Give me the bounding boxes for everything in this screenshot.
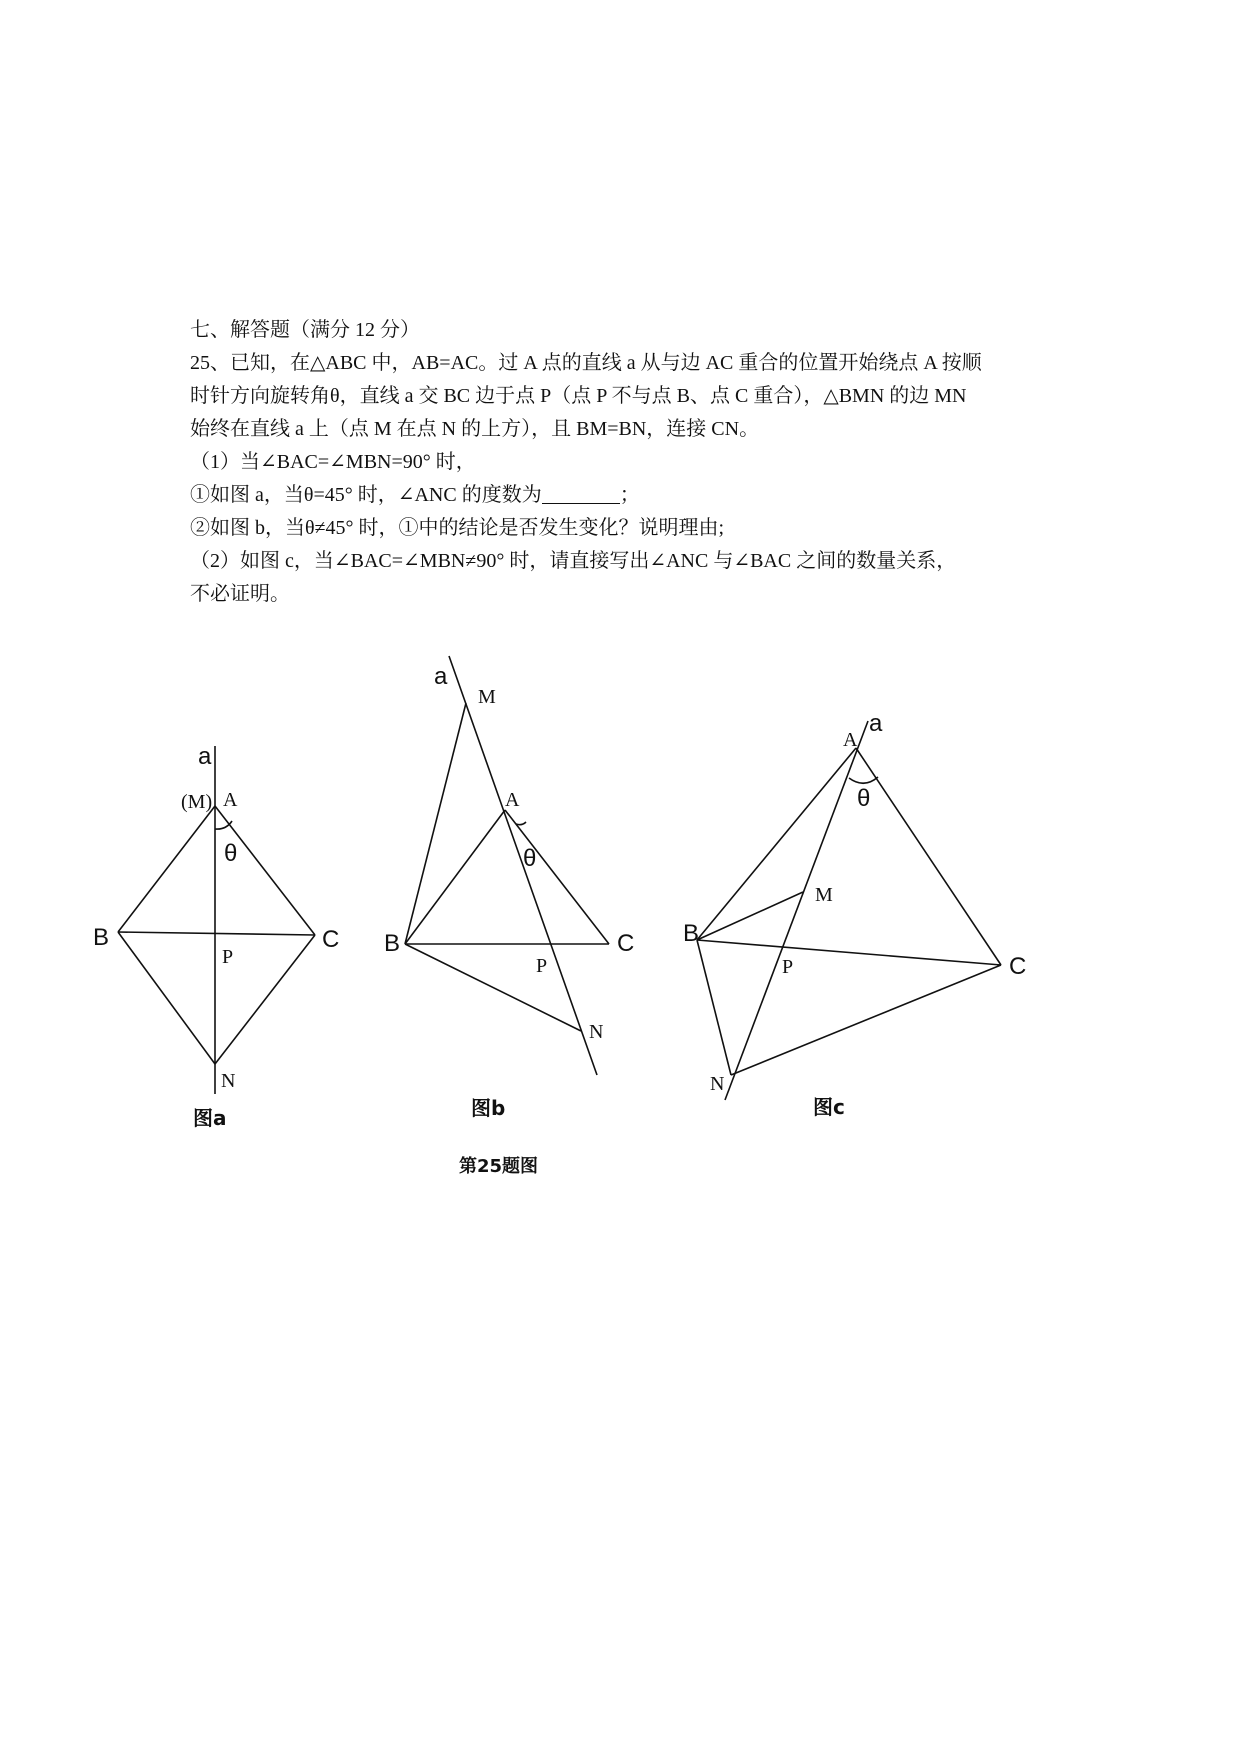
label-m: (M) bbox=[181, 791, 213, 813]
label-theta: θ bbox=[224, 840, 238, 867]
caption-figure-a: 图a bbox=[193, 1106, 227, 1130]
section-heading: 七、解答题（满分 12 分） bbox=[190, 319, 420, 341]
question-2: ②如图 b，当θ≠45° 时，①中的结论是否发生变化？说明理由; bbox=[190, 517, 725, 539]
angle-arc bbox=[849, 777, 878, 783]
label-p: P bbox=[782, 956, 794, 978]
label-c: C bbox=[1009, 953, 1027, 980]
label-line-a: a bbox=[198, 743, 212, 770]
label-line-a: a bbox=[869, 710, 883, 737]
label-a: A bbox=[505, 789, 520, 811]
label-line-a: a bbox=[434, 663, 448, 690]
label-m: M bbox=[815, 884, 833, 906]
label-a: A bbox=[843, 729, 858, 751]
question-3-line-1: （2）如图 c，当∠BAC=∠MBN≠90° 时，请直接写出∠ANC 与∠BAC 之间的数量关系， bbox=[190, 550, 957, 572]
segment-cn bbox=[731, 965, 1001, 1075]
label-theta: θ bbox=[857, 785, 871, 812]
label-theta: θ bbox=[523, 845, 537, 872]
segment-ab bbox=[697, 748, 856, 940]
caption-figure-c: 图c bbox=[813, 1095, 845, 1119]
segment-bm bbox=[697, 892, 803, 940]
label-b: B bbox=[683, 920, 700, 947]
label-n: N bbox=[710, 1073, 725, 1095]
question-3-line-2: 不必证明。 bbox=[190, 583, 290, 605]
label-b: B bbox=[384, 930, 401, 957]
problem-line-3: 始终在直线 a 上（点 M 在点 N 的上方），且 BM=BN，连接 CN。 bbox=[190, 418, 760, 440]
label-b: B bbox=[93, 924, 110, 951]
question-1-suffix: ； bbox=[619, 484, 640, 506]
label-n: N bbox=[589, 1021, 604, 1043]
label-c: C bbox=[617, 930, 635, 957]
label-p: P bbox=[536, 955, 548, 977]
figure-group-caption: 第25题图 bbox=[459, 1156, 539, 1177]
label-p: P bbox=[222, 946, 234, 968]
problem-line-2: 时针方向旋转角θ，直线 a 交 BC 边于点 P（点 P 不与点 B、点 C 重合），△BMN 的边 MN bbox=[190, 385, 967, 407]
line-a bbox=[725, 721, 871, 1100]
question-1-text: ①如图 a，当θ=45° 时，∠ANC 的度数为 bbox=[190, 484, 542, 506]
label-m: M bbox=[478, 686, 496, 708]
problem-line-1: 25、已知，在△ABC 中，AB=AC。过 A 点的直线 a 从与边 AC 重合的位置开始绕点 A 按顺 bbox=[190, 352, 982, 374]
caption-figure-b: 图b bbox=[471, 1096, 506, 1120]
label-n: N bbox=[221, 1070, 236, 1092]
segment-bc bbox=[697, 940, 1001, 965]
problem-line-4: （1）当∠BAC=∠MBN=90° 时， bbox=[190, 451, 476, 473]
label-c: C bbox=[322, 926, 340, 953]
label-a: A bbox=[223, 789, 238, 811]
segment-ac bbox=[856, 748, 1001, 965]
segment-bn bbox=[697, 940, 731, 1075]
